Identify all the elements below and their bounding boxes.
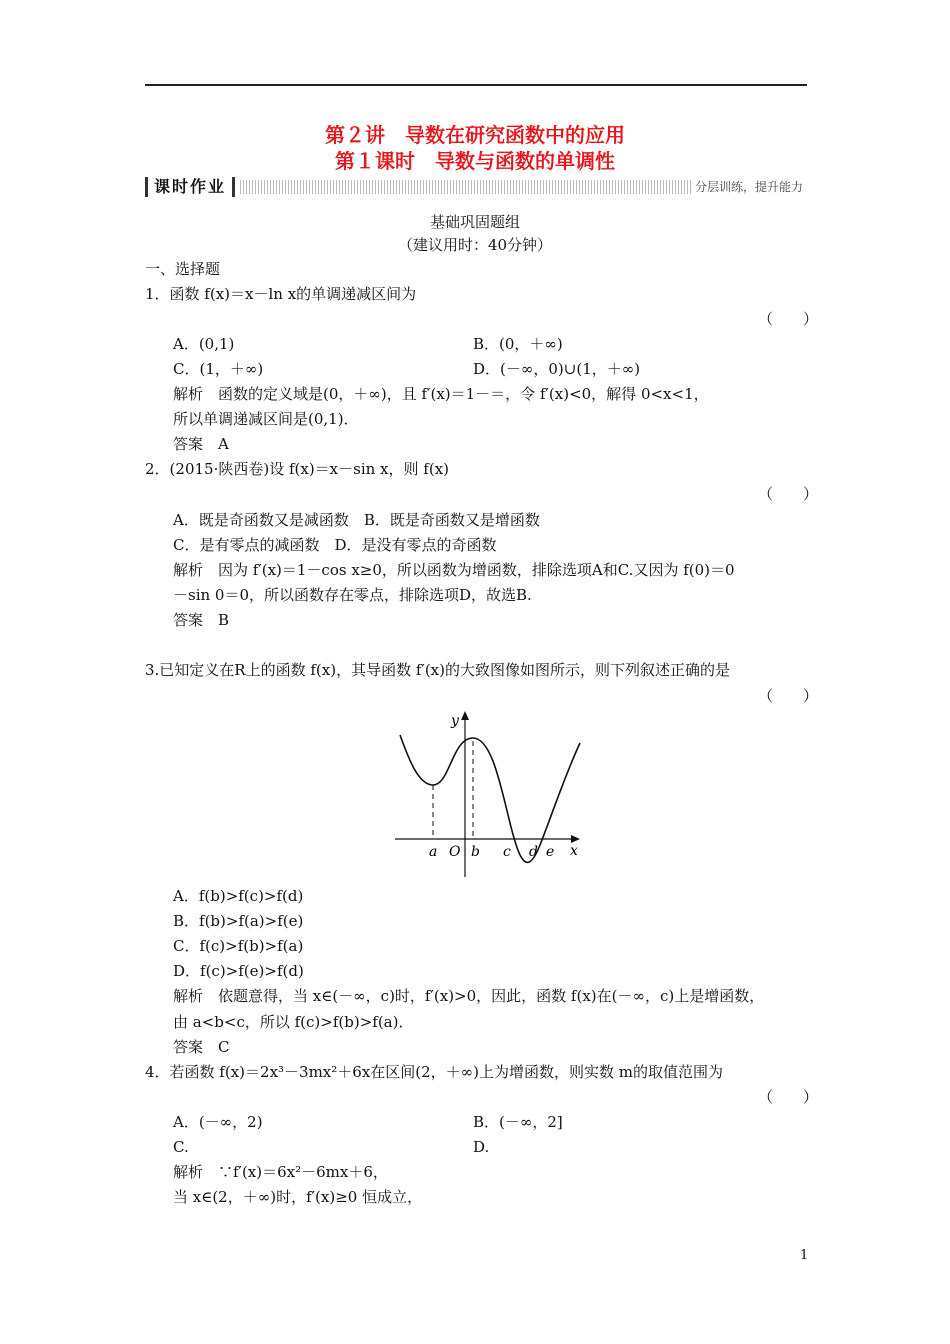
q2-solution-line2: －sin 0＝0，所以函数存在零点，排除选项D，故选B. [173, 586, 532, 604]
q4-solution-line2: 当 x∈(2，＋∞)时，f′(x)≥0 恒成立， [173, 1188, 423, 1206]
derivative-graph [380, 705, 600, 880]
q2-options-cd: C．是有零点的减函数 D．是没有零点的奇函数 [173, 536, 497, 554]
top-rule [145, 84, 807, 86]
q3-stem: 3.已知定义在R上的函数 f(x)，其导函数 f′(x)的大致图像如图所示，则下列叙述正确的是 [145, 661, 730, 679]
q2-options-ab: A．既是奇函数又是减函数 B．既是奇函数又是增函数 [173, 511, 540, 529]
q1-answer: 答案 A [173, 435, 229, 453]
q1-stem: 1．函数 f(x)＝x－ln x的单调递减区间为 [145, 285, 417, 303]
q2-stem: 2．(2015·陕西卷)设 f(x)＝x－sin x，则 f(x) [145, 460, 449, 478]
section-bar [145, 177, 807, 197]
group-time: （建议用时：40分钟） [397, 236, 553, 254]
label-d: d [529, 844, 538, 860]
q3-option-a: A．f(b)>f(c)>f(d) [173, 887, 304, 905]
q3-answer-paren: （ ） [758, 687, 819, 705]
q1-option-b: B．(0，＋∞) [473, 335, 563, 353]
q1-option-c: C．(1，＋∞) [173, 360, 264, 378]
q4-option-a: A．(－∞，2) [173, 1113, 263, 1131]
q3-answer: 答案 C [173, 1038, 230, 1056]
q3-solution-line2: 由 a<b<c，所以 f(c)>f(b)>f(a)． [173, 1013, 414, 1031]
q3-solution-line1: 解析 依题意得，当 x∈(－∞，c)时，f′(x)>0，因此，函数 f(x)在(－∞，c)上是增函数， [173, 987, 765, 1005]
q3-option-d: D．f(c)>f(e)>f(d) [173, 962, 304, 980]
q1-option-d: D．(－∞，0)∪(1，＋∞) [473, 360, 641, 378]
label-a: a [429, 844, 438, 860]
q3-option-b: B．f(b)>f(a)>f(e) [173, 912, 304, 930]
group-name: 基础巩固题组 [429, 213, 520, 231]
section-label: 课时作业 [145, 177, 235, 197]
lesson-title: 第１课时 导数与函数的单调性 [335, 149, 615, 173]
q1-option-a: A．(0,1) [173, 335, 235, 353]
q2-solution-line1: 解析 因为 f′(x)＝1－cos x≥0，所以函数为增函数，排除选项A和C.又因为 f(0)＝0 [173, 561, 735, 579]
part-heading: 一、选择题 [145, 260, 221, 278]
label-origin: O [449, 844, 461, 860]
q1-answer-paren: （ ） [758, 310, 819, 328]
label-x: x [570, 843, 578, 859]
lecture-title: 第２讲 导数在研究函数中的应用 [325, 123, 625, 147]
q4-option-b: B．(－∞，2] [473, 1113, 563, 1131]
q4-stem: 4．若函数 f(x)＝2x³－3mx²＋6x在区间(2，＋∞)上为增函数，则实数 m的取值范围为 [145, 1063, 724, 1081]
q4-option-d: D. [473, 1138, 490, 1156]
y-axis-arrow [461, 711, 469, 720]
label-b: b [471, 844, 480, 860]
q3-option-c: C．f(c)>f(b)>f(a) [173, 937, 304, 955]
x-axis-arrow [571, 835, 580, 843]
q4-solution-line1: 解析 ∵f′(x)＝6x²－6mx＋6， [173, 1163, 388, 1181]
q4-answer-paren: （ ） [758, 1088, 819, 1106]
q2-answer: 答案 B [173, 611, 230, 629]
section-slogan: 分层训练，提升能力 [691, 179, 807, 195]
label-e: e [546, 844, 555, 860]
q1-solution-line1: 解析 函数的定义域是(0，＋∞)，且 f′(x)＝1－＝，令 f′(x)<0，解得 0<x<1， [173, 385, 709, 403]
label-y: y [451, 713, 459, 729]
page-number: 1 [800, 1248, 809, 1263]
q4-option-c: C. [173, 1138, 189, 1156]
label-c: c [503, 844, 511, 860]
q1-solution-line2: 所以单调递减区间是(0,1)． [173, 410, 359, 428]
q2-answer-paren: （ ） [758, 485, 819, 503]
